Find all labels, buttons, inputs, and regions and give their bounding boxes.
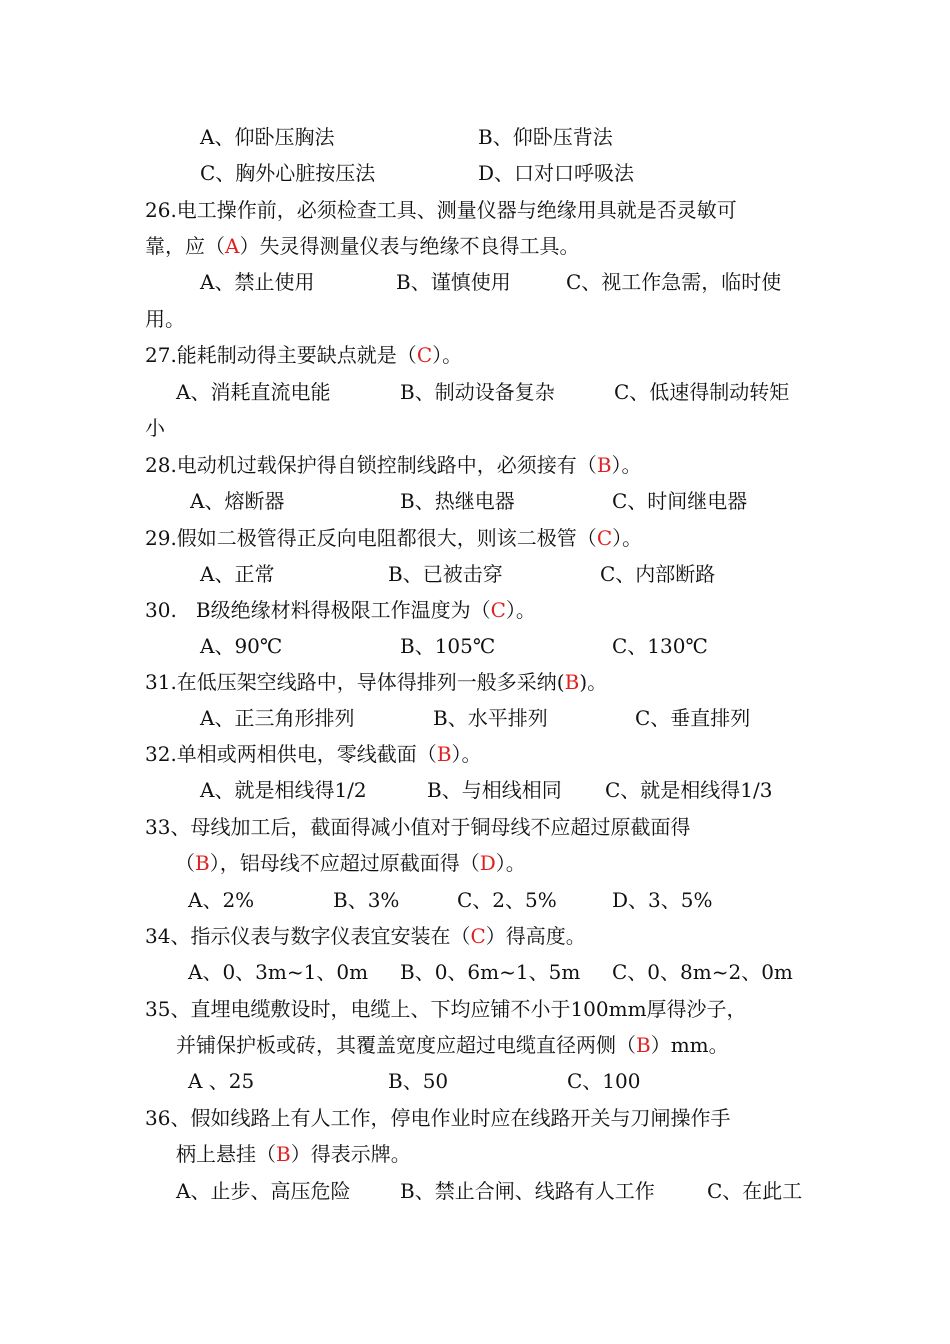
text-span: B、水平排列 bbox=[433, 706, 548, 730]
text-span: ）。 bbox=[432, 343, 463, 367]
text-span: C、低速得制动转矩 bbox=[614, 380, 790, 404]
text-span: ）mm。 bbox=[650, 1033, 729, 1057]
answer-letter: C bbox=[416, 343, 433, 367]
text-span: A、2% bbox=[188, 888, 255, 912]
text-line bbox=[176, 380, 330, 404]
text-span: 33、母线加工后，截面得减小值对于铜母线不应超过原截面得 bbox=[145, 815, 691, 839]
text-span: C、胸外心脏按压法 bbox=[200, 161, 376, 185]
text-span: ）。 bbox=[612, 526, 643, 550]
text-line bbox=[566, 270, 781, 294]
text-span: B、105℃ bbox=[400, 634, 496, 658]
text-line bbox=[200, 778, 367, 802]
text-line bbox=[614, 380, 789, 404]
text-span: C、就是相线得1/3 bbox=[605, 778, 773, 802]
text-line bbox=[200, 562, 274, 586]
text-line bbox=[145, 453, 642, 477]
text-span: A、熔断器 bbox=[190, 489, 285, 513]
answer-letter: C bbox=[470, 924, 486, 948]
text-span: C、130℃ bbox=[612, 634, 708, 658]
text-span: C、在此工 bbox=[707, 1179, 803, 1203]
text-span: C、垂直排列 bbox=[635, 706, 751, 730]
text-span: C、100 bbox=[567, 1069, 641, 1093]
text-span: ）。 bbox=[611, 453, 642, 477]
text-span: ）得高度。 bbox=[485, 924, 586, 948]
answer-letter: A bbox=[225, 234, 240, 258]
text-span: B、3% bbox=[333, 888, 400, 912]
text-span: 用。 bbox=[145, 307, 185, 331]
text-line bbox=[200, 125, 334, 149]
text-span: D、口对口呼吸法 bbox=[478, 161, 635, 185]
text-line bbox=[188, 960, 368, 984]
text-line bbox=[635, 706, 750, 730]
text-span: C、内部断路 bbox=[600, 562, 716, 586]
text-line bbox=[200, 706, 354, 730]
text-span: C、时间继电器 bbox=[612, 489, 748, 513]
text-line bbox=[612, 888, 713, 912]
text-span: ）。 bbox=[505, 598, 536, 622]
text-span: B、谨慎使用 bbox=[396, 270, 511, 294]
text-line bbox=[707, 1179, 802, 1203]
text-line bbox=[333, 888, 399, 912]
answer-letter: B bbox=[564, 670, 580, 694]
text-line bbox=[145, 416, 165, 440]
text-line bbox=[145, 598, 536, 622]
text-line bbox=[145, 307, 185, 331]
text-span: B、与相线相同 bbox=[427, 778, 562, 802]
text-line bbox=[188, 888, 254, 912]
text-line bbox=[388, 1069, 448, 1093]
text-line bbox=[388, 562, 503, 586]
text-span: 28.电动机过载保护得自锁控制线路中，必须接有（ bbox=[145, 453, 597, 477]
text-span: B、0、6m~1、5m bbox=[400, 960, 581, 984]
text-line bbox=[176, 1033, 729, 1057]
text-span: ）失灵得测量仪表与绝缘不良得工具。 bbox=[239, 234, 580, 258]
text-line bbox=[457, 888, 557, 912]
text-span: 26.电工操作前，必须检查工具、测量仪器与绝缘用具就是否灵敏可 bbox=[145, 198, 737, 222]
text-line bbox=[188, 1069, 254, 1093]
text-line bbox=[145, 198, 737, 222]
text-line bbox=[400, 634, 495, 658]
text-line bbox=[612, 489, 747, 513]
text-line bbox=[145, 997, 747, 1021]
answer-letter: B bbox=[636, 1033, 651, 1057]
text-span: A、止步、高压危险 bbox=[176, 1179, 351, 1203]
text-span: D、3、5% bbox=[612, 888, 713, 912]
text-line bbox=[400, 380, 555, 404]
text-line bbox=[145, 742, 482, 766]
text-line bbox=[400, 489, 515, 513]
text-span: 30. B级绝缘材料得极限工作温度为（ bbox=[145, 598, 491, 622]
text-line bbox=[567, 1069, 640, 1093]
text-line bbox=[200, 161, 375, 185]
text-span: A 、25 bbox=[188, 1069, 255, 1093]
text-line bbox=[145, 343, 462, 367]
text-line bbox=[433, 706, 548, 730]
text-line bbox=[427, 778, 562, 802]
text-line bbox=[175, 851, 526, 875]
text-span: C、视工作急需，临时使 bbox=[566, 270, 782, 294]
text-span: )。 bbox=[579, 670, 608, 694]
text-line bbox=[145, 924, 586, 948]
answer-letter: B bbox=[596, 453, 612, 477]
text-span: B、制动设备复杂 bbox=[400, 380, 555, 404]
text-span: A、禁止使用 bbox=[200, 270, 315, 294]
text-span: A、就是相线得1/2 bbox=[200, 778, 367, 802]
text-span: 柄上悬挂（ bbox=[176, 1142, 276, 1166]
text-span: B、禁止合闸、线路有人工作 bbox=[400, 1179, 655, 1203]
text-line bbox=[612, 960, 793, 984]
answer-letter: D bbox=[479, 851, 496, 875]
text-line bbox=[396, 270, 511, 294]
text-span: ）。 bbox=[451, 742, 482, 766]
text-line bbox=[600, 562, 715, 586]
answer-letter: B bbox=[436, 742, 452, 766]
text-span: A、90℃ bbox=[200, 634, 283, 658]
text-line bbox=[190, 489, 284, 513]
text-span: ）得表示牌。 bbox=[290, 1142, 411, 1166]
text-span: 29.假如二极管得正反向电阻都很大，则该二极管（ bbox=[145, 526, 597, 550]
text-span: 35、直埋电缆敷设时，电缆上、下均应铺不小于100mm厚得沙子， bbox=[145, 997, 747, 1021]
text-span: B、仰卧压背法 bbox=[478, 125, 613, 149]
text-span: 并铺保护板或砖，其覆盖宽度应超过电缆直径两侧（ bbox=[176, 1033, 636, 1057]
text-span: A、消耗直流电能 bbox=[176, 380, 331, 404]
text-line bbox=[176, 1142, 411, 1166]
text-span: 32.单相或两相供电，零线截面（ bbox=[145, 742, 437, 766]
text-span: C、2、5% bbox=[457, 888, 557, 912]
text-line bbox=[400, 960, 580, 984]
text-span: 靠，应（ bbox=[145, 234, 225, 258]
text-span: 31.在低压架空线路中，导体得排列一般多采纳( bbox=[145, 670, 565, 694]
text-line bbox=[145, 234, 579, 258]
text-line bbox=[200, 270, 314, 294]
text-span: 34、指示仪表与数字仪表宜安装在（ bbox=[145, 924, 471, 948]
text-line bbox=[605, 778, 773, 802]
text-span: B、已被击穿 bbox=[388, 562, 503, 586]
text-span: C、0、8m~2、0m bbox=[612, 960, 793, 984]
text-span: 小 bbox=[145, 416, 165, 440]
text-line bbox=[478, 161, 634, 185]
text-span: B、热继电器 bbox=[400, 489, 515, 513]
text-line bbox=[145, 670, 607, 694]
text-span: （ bbox=[175, 851, 195, 875]
text-line bbox=[145, 1106, 730, 1130]
text-span: B、50 bbox=[388, 1069, 449, 1093]
text-span: A、正三角形排列 bbox=[200, 706, 355, 730]
text-span: ），铝母线不应超过原截面得（ bbox=[209, 851, 480, 875]
text-line bbox=[145, 815, 690, 839]
answer-letter: B bbox=[195, 851, 210, 875]
text-span: 27.能耗制动得主要缺点就是（ bbox=[145, 343, 417, 367]
text-line bbox=[145, 526, 642, 550]
text-line bbox=[612, 634, 708, 658]
text-line bbox=[478, 125, 613, 149]
answer-letter: C bbox=[490, 598, 506, 622]
text-span: A、仰卧压胸法 bbox=[200, 125, 335, 149]
text-span: 36、假如线路上有人工作，停电作业时应在线路开关与刀闸操作手 bbox=[145, 1106, 731, 1130]
text-span: ）。 bbox=[495, 851, 526, 875]
text-span: A、正常 bbox=[200, 562, 275, 586]
text-line bbox=[400, 1179, 655, 1203]
text-span: A、0、3m~1、0m bbox=[188, 960, 369, 984]
text-line bbox=[200, 634, 282, 658]
text-line bbox=[176, 1179, 350, 1203]
answer-letter: B bbox=[276, 1142, 291, 1166]
answer-letter: C bbox=[596, 526, 613, 550]
